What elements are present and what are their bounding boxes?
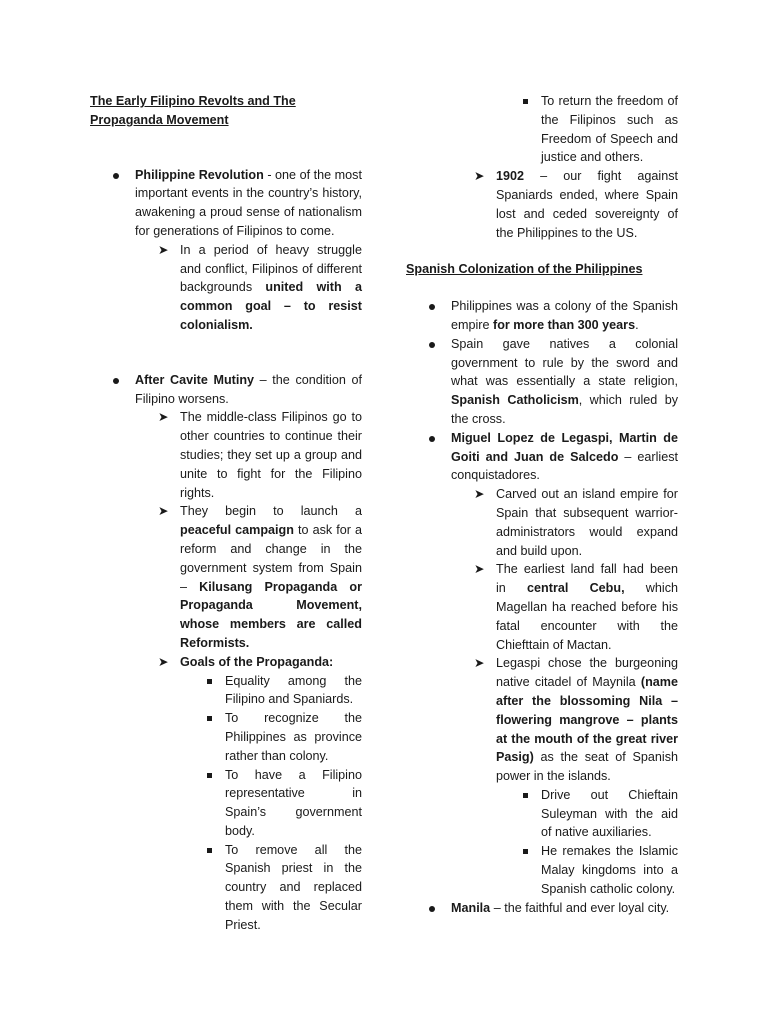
text: He remakes the Islamic Malay kingdoms into a Spanish catholic colony.	[541, 844, 678, 896]
term: Miguel Lopez de Legaspi, Martin de Goiti and Juan de Salcedo	[451, 430, 678, 464]
term: 1902	[496, 169, 525, 184]
sub-bullet-middle-class	[90, 408, 362, 502]
text-bold: united with a common goal – to resist colonialism.	[180, 280, 362, 332]
arrow-icon: ➤	[158, 654, 169, 669]
bullet-icon	[113, 371, 119, 390]
goal-item-continued	[406, 92, 678, 167]
right-column	[406, 92, 678, 917]
sub-bullet-launch	[90, 502, 362, 652]
goal-item	[90, 709, 362, 765]
term: After Cavite Mutiny	[135, 372, 255, 387]
text: to ask for a reform and change in the government system from Spain –	[180, 523, 362, 594]
square-bullet-icon	[523, 842, 528, 861]
text: .	[635, 317, 639, 332]
term: Philippine Revolution	[135, 167, 264, 182]
text: Spain gave natives a colonial government to rule by the sword and what was essentially a state religion,	[451, 336, 678, 389]
bullet-spain	[406, 335, 678, 429]
text: – the faithful and ever loyal city.	[490, 900, 670, 915]
arrow-icon: ➤	[158, 410, 169, 425]
square-bullet-icon	[207, 672, 212, 691]
text-bold: Spanish Catholicism	[451, 393, 579, 408]
text: Legaspi chose the burgeoning native citadel of Maynila	[496, 656, 678, 690]
arrow-icon: ➤	[474, 169, 485, 184]
bullet-cavite-mutiny	[90, 371, 362, 409]
sub-bullet-carved	[406, 485, 678, 560]
arrow-icon: ➤	[474, 562, 485, 577]
sub-item	[406, 786, 678, 842]
text: To have a Filipino representative in Spain’s government body.	[225, 767, 362, 838]
square-bullet-icon	[523, 92, 528, 111]
bullet-icon	[429, 335, 435, 354]
text-bold: (name after the blossoming Nila – flowering mangrove – plants at the mouth of the great river Pasig)	[496, 675, 678, 765]
bullet-icon	[113, 166, 119, 185]
text: To remove all the Spanish priest in the country and replaced them with the Secular Priest.	[225, 842, 362, 932]
arrow-icon: ➤	[474, 656, 485, 671]
text: Equality among the Filipino and Spaniards.	[225, 673, 362, 707]
text: which Magellan ha reached before his fatal encounter with the Chiefttain of Mactan.	[496, 581, 678, 652]
text: – our fight against Spaniards ended, where Spain lost and ceded sovereignty of the Philippines to the US.	[496, 169, 678, 240]
section-title: Spanish Colonization of the Philippines	[406, 262, 643, 277]
bullet-colony	[406, 297, 678, 335]
bullet-icon	[429, 297, 435, 316]
text: , which ruled by the cross.	[451, 393, 678, 426]
text: To recognize the Philippines as province rather than colony.	[225, 711, 362, 763]
text-bold: Kilusang Propaganda or Propaganda Movement, whose members are called Reformists.	[180, 579, 362, 650]
goal-item	[90, 766, 362, 841]
square-bullet-icon	[207, 709, 212, 728]
text: In a period of heavy struggle and conflict, Filipinos of different backgrounds	[180, 242, 362, 295]
bullet-icon	[429, 429, 435, 448]
sub-bullet-goals	[90, 653, 362, 672]
square-bullet-icon	[207, 841, 212, 860]
text: The earliest land fall had been in	[496, 562, 678, 596]
square-bullet-icon	[523, 786, 528, 805]
sub-bullet-struggle	[90, 241, 362, 335]
bullet-icon	[429, 899, 435, 918]
text: - one of the most important events in the country’s history, awakening a proud sense of nationalism for generations of Filipinos to come.	[135, 167, 362, 238]
sub-bullet-legaspi	[406, 654, 678, 786]
text-bold: peaceful campaign	[180, 523, 294, 538]
term: Manila	[451, 900, 491, 915]
arrow-icon: ➤	[158, 242, 169, 257]
arrow-icon: ➤	[158, 504, 169, 519]
text: Philippines was a colony of the Spanish empire	[451, 299, 678, 332]
sub-item	[406, 842, 678, 898]
goal-item	[90, 841, 362, 935]
text: To return the freedom of the Filipinos such as Freedom of Speech and justice and others.	[541, 94, 678, 165]
goals-title: Goals of the Propaganda:	[180, 654, 334, 669]
bullet-manila	[406, 899, 678, 918]
text-bold: central Cebu,	[527, 581, 625, 596]
text: Drive out Chieftain Suleyman with the aid of native auxiliaries.	[541, 787, 678, 840]
sub-bullet-1902	[406, 167, 678, 242]
square-bullet-icon	[207, 766, 212, 785]
section-title: The Early Filipino Revolts and The Propaganda Movement	[90, 94, 296, 127]
text: The middle-class Filipinos go to other countries to continue their studies; they set up a group and unite to fight for the Filipino rights.	[180, 410, 362, 500]
text: Carved out an island empire for Spain that subsequent warrior-administrators would expand and build upon.	[496, 487, 678, 558]
sub-bullet-landfall	[406, 560, 678, 654]
bullet-conquistadores	[406, 429, 678, 485]
arrow-icon: ➤	[474, 487, 485, 502]
goal-item	[90, 672, 362, 710]
text: They begin to launch a	[180, 504, 362, 519]
left-column	[90, 92, 362, 935]
text-bold: for more than 300 years	[493, 317, 636, 332]
text: – earliest conquistadores.	[451, 449, 679, 483]
bullet-philippine-revolution	[90, 166, 362, 241]
text: as the seat of Spanish power in the islands.	[496, 750, 678, 784]
text: – the condition of Filipino worsens.	[135, 372, 362, 406]
